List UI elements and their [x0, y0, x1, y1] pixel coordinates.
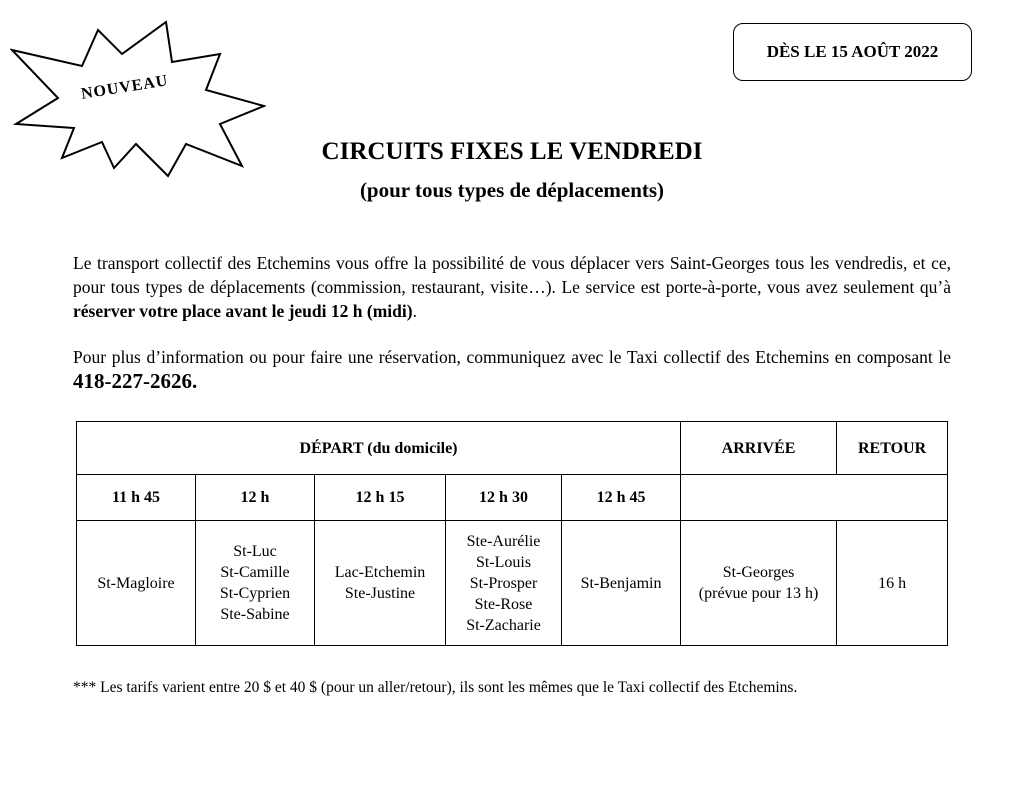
empty-cell — [681, 475, 948, 521]
departure-header: DÉPART (du domicile) — [77, 422, 681, 475]
departure-time-cell: 12 h — [196, 475, 315, 521]
intro-text: Le transport collectif des Etchemins vous offre la possibilité de vous déplacer vers Saint-Georges tous les vendredis, et ce, pour tous types de déplacements (commission, restaurant, visite…). Le service est porte-à-porte, vous avez seulement qu’à — [73, 253, 951, 297]
contact-text: Pour plus d’information ou pour faire une réservation, communiquez avec le Taxi collectif des Etchemins en composant le — [73, 347, 951, 367]
place-name: St-Cyprien — [219, 585, 291, 602]
page-subtitle: (pour tous types de déplacements) — [359, 178, 665, 202]
return-header: RETOUR — [837, 422, 948, 475]
departure-time-cell: 12 h 15 — [315, 475, 446, 521]
place-name: St-Zacharie — [466, 616, 541, 634]
place-name: Ste-Justine — [344, 585, 416, 602]
place-name: Ste-Aurélie — [466, 532, 541, 550]
departure-time-cell: 12 h 30 — [446, 475, 562, 521]
place-name: St-Benjamin — [580, 574, 662, 592]
return-time-cell: 16 h — [837, 521, 948, 646]
place-name: St-Magloire — [97, 574, 175, 592]
place-name: St-Louis — [475, 553, 532, 571]
place-name: Ste-Sabine — [220, 606, 290, 623]
arrival-note: (prévue pour 13 h) — [698, 585, 819, 602]
reservation-deadline: réserver votre place avant le jeudi 12 h (midi) — [73, 301, 413, 321]
place-name: St-Prosper — [469, 574, 538, 592]
schedule-table — [76, 421, 948, 646]
tariff-footnote: *** Les tarifs varient entre 20 $ et 40 $ (pour un aller/retour), ils sont les mêmes que le Taxi collectif des Etchemins. — [73, 679, 798, 696]
arrival-header: ARRIVÉE — [681, 422, 837, 475]
new-badge-label: NOUVEAU — [80, 72, 170, 103]
page-title: CIRCUITS FIXES LE VENDREDI — [321, 138, 703, 165]
departure-time-cell: 11 h 45 — [77, 475, 196, 521]
place-name: St-Luc — [233, 543, 277, 560]
place-name: Ste-Rose — [474, 595, 533, 613]
arrival-place: St-Georges — [722, 564, 795, 581]
place-name: Lac-Etchemin — [334, 564, 426, 581]
departure-places-cell — [196, 521, 315, 646]
start-date-label: DÈS LE 15 AOÛT 2022 — [766, 42, 939, 61]
table-places-row — [77, 521, 948, 646]
table-header-row — [77, 422, 948, 475]
start-date-box — [733, 23, 972, 81]
intro-end: . — [412, 301, 417, 321]
phone-number: 418-227-2626. — [73, 369, 198, 393]
arrival-cell — [681, 521, 837, 646]
place-name: St-Camille — [220, 564, 290, 581]
intro-paragraph — [73, 251, 951, 323]
departure-places-cell — [77, 521, 196, 646]
departure-time-cell: 12 h 45 — [562, 475, 681, 521]
departure-places-cell — [562, 521, 681, 646]
departure-places-cell — [315, 521, 446, 646]
table-times-row — [77, 475, 948, 521]
departure-places-cell — [446, 521, 562, 646]
contact-paragraph — [73, 345, 951, 394]
